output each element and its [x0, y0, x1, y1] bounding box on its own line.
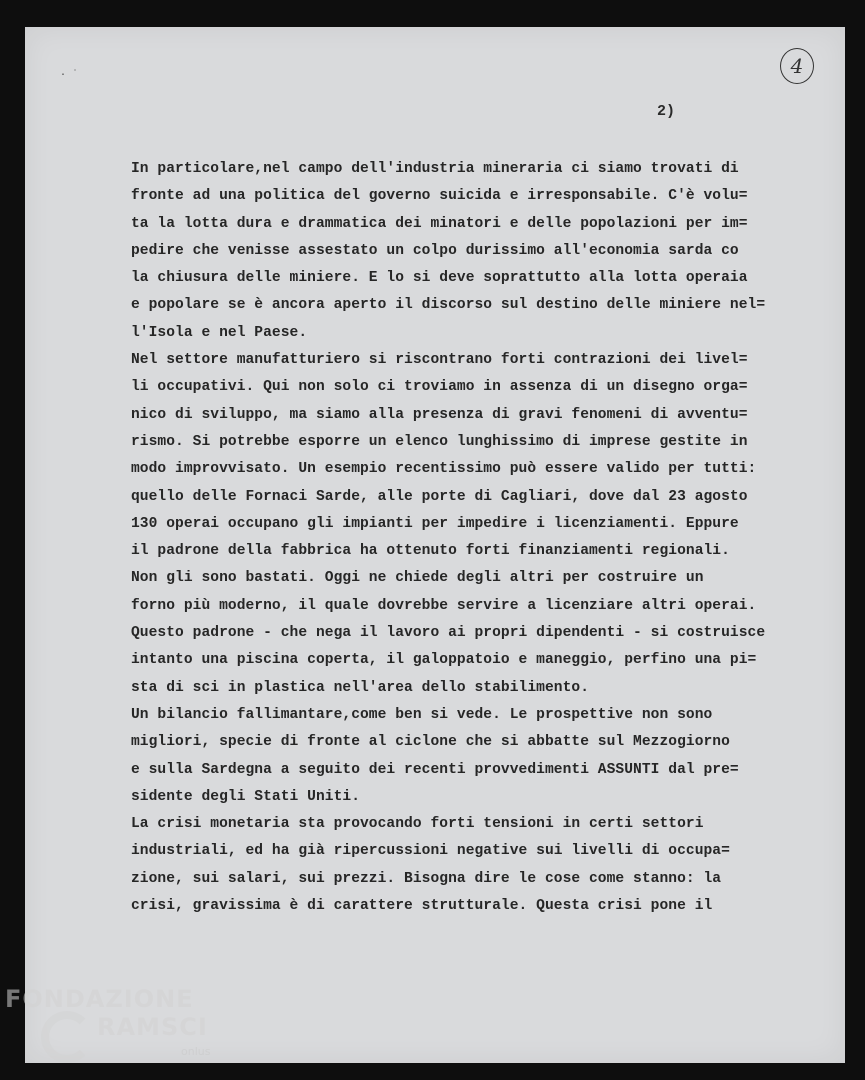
text-line: Questo padrone - che nega il lavoro ai propri dipendenti - si costruisce: [131, 625, 766, 642]
text-line: il padrone della fabbrica ha ottenuto forti finanziamenti regionali.: [131, 543, 730, 560]
text-line: la chiusura delle miniere. E lo si deve soprattutto alla lotta operaia: [131, 270, 748, 287]
text-line: rismo. Si potrebbe esporre un elenco lunghissimo di imprese gestite in: [131, 433, 748, 450]
text-line: zione, sui salari, sui prezzi. Bisogna dire le cose come stanno: la: [131, 870, 722, 887]
watermark-line-2: RAMSCI: [97, 1013, 208, 1041]
text-line: forno più moderno, il quale dovrebbe servire a licenziare altri operai.: [131, 597, 757, 614]
text-line: industriali, ed ha già ripercussioni negative sui livelli di occupa=: [131, 843, 730, 860]
fondazione-gramsci-watermark: [5, 985, 225, 1080]
watermark-suffix: onlus: [181, 1045, 211, 1058]
text-line: migliori, specie di fronte al ciclone che si abbatte sul Mezzogiorno: [131, 734, 730, 751]
text-line: l'Isola e nel Paese.: [131, 324, 308, 341]
gramsci-g-logo-icon: [41, 1011, 93, 1063]
text-line: crisi, gravissima è di carattere strutturale. Questa crisi pone il: [131, 898, 713, 915]
text-line: nico di sviluppo, ma siamo alla presenza di gravi fenomeni di avventu=: [131, 406, 748, 423]
text-line: Non gli sono bastati. Oggi ne chiede degli altri per costruire un: [131, 570, 704, 587]
text-line: In particolare,nel campo dell'industria mineraria ci siamo trovati di: [131, 161, 739, 177]
text-line: Nel settore manufatturiero si riscontrano forti contrazioni dei livel=: [131, 352, 748, 369]
archive-page-mark: 4: [780, 48, 814, 84]
page-number: 2): [657, 103, 676, 120]
text-line: modo improvvisato. Un esempio recentissimo può essere valido per tutti:: [131, 461, 757, 478]
watermark-line-1: FONDAZIONE: [5, 985, 194, 1013]
text-line: sta di sci in plastica nell'area dello stabilimento.: [131, 679, 589, 696]
text-line: Un bilancio fallimantare,come ben si vede. Le prospettive non sono: [131, 706, 713, 723]
text-line: La crisi monetaria sta provocando forti tensioni in certi settori: [131, 816, 704, 833]
text-line: sidente degli Stati Uniti.: [131, 788, 360, 805]
typewritten-body: [131, 156, 821, 920]
text-line: pedire che venisse assestato un colpo durissimo all'economia sarda co: [131, 242, 739, 259]
text-line: 130 operai occupano gli impianti per impedire i licenziamenti. Eppure: [131, 515, 739, 532]
text-line: e popolare se è ancora aperto il discorso sul destino delle miniere nel=: [131, 297, 766, 314]
paper-specks: · ˙: [60, 70, 79, 81]
text-line: li occupativi. Qui non solo ci troviamo in assenza di un disegno orga=: [131, 379, 748, 396]
text-line: ta la lotta dura e drammatica dei minatori e delle popolazioni per im=: [131, 215, 748, 232]
text-line: e sulla Sardegna a seguito dei recenti provvedimenti ASSUNTI dal pre=: [131, 761, 739, 778]
text-line: quello delle Fornaci Sarde, alle porte di Cagliari, dove dal 23 agosto: [131, 488, 748, 505]
text-line: intanto una piscina coperta, il galoppatoio e maneggio, perfino una pi=: [131, 652, 757, 669]
text-line: fronte ad una politica del governo suicida e irresponsabile. C'è volu=: [131, 188, 748, 205]
